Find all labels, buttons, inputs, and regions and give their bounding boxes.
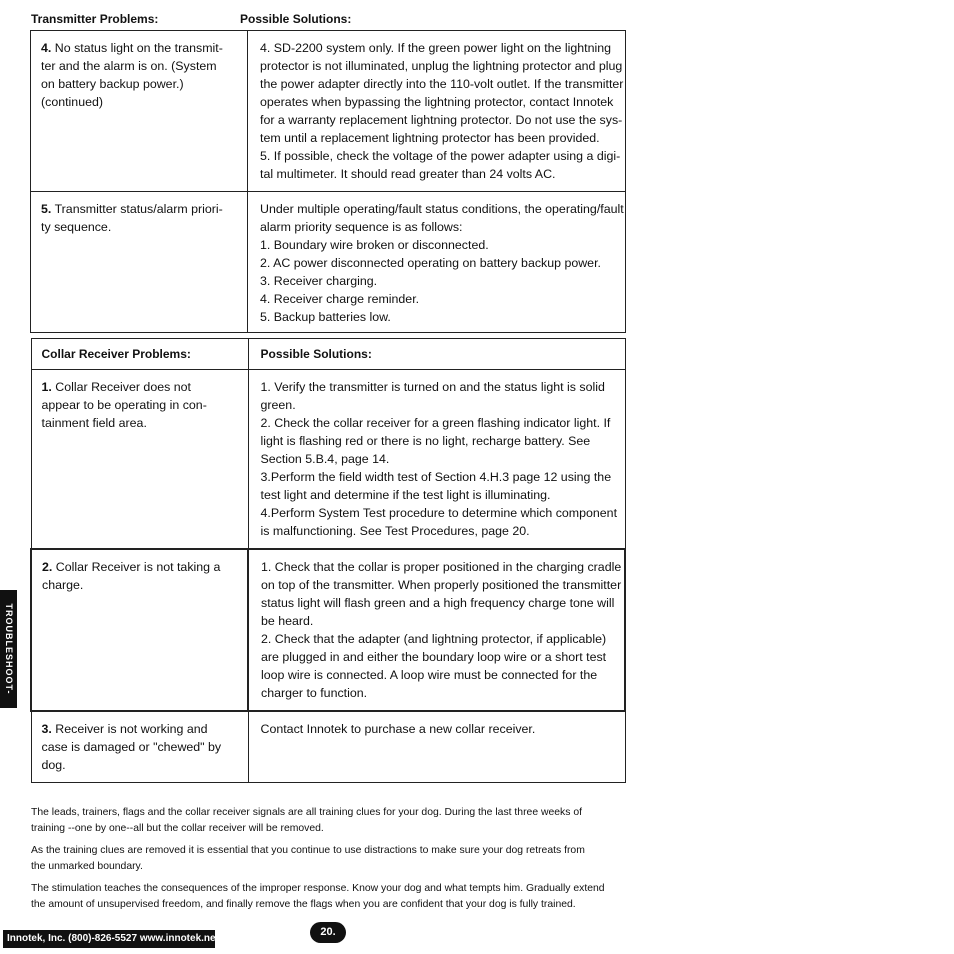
solution-cell: [248, 370, 625, 550]
collar-problems-header: [31, 339, 248, 370]
solution-cell: [248, 711, 625, 783]
problem-line: (continued): [41, 95, 103, 109]
problem-cell: [31, 370, 248, 550]
problem-line: No status light on the transmit-: [54, 41, 223, 55]
solution-line: 2. Check that the adapter (and lightning protector, if applicable): [261, 632, 607, 646]
problem-text: [42, 378, 240, 396]
solution-line: 5. Backup batteries low.: [260, 310, 391, 324]
problem-line: case is damaged or "chewed" by: [41, 740, 222, 754]
solution-line: test light and determine if the test light is illuminating.: [260, 488, 551, 502]
paragraph-line: training --one by one--all but the collar receiver will be removed.: [31, 823, 324, 834]
solution-cell: [248, 192, 626, 333]
problem-number: 5.: [41, 202, 52, 216]
problem-number: 4.: [41, 41, 52, 55]
problem-line: on battery backup power.): [41, 77, 184, 91]
paragraph-line: the amount of unsupervised freedom, and finally remove the flags when you are confident that your dog is fully trained.: [31, 899, 576, 910]
table-header-row: [31, 339, 625, 370]
problem-cell: [31, 192, 248, 333]
problem-text: [41, 200, 239, 218]
problem-line: Receiver is not working and: [55, 722, 208, 736]
problem-line: Transmitter status/alarm priori-: [54, 202, 223, 216]
table-row: [31, 31, 626, 192]
solution-line: 2. Check the collar receiver for a green flashing indicator light. If: [260, 416, 611, 430]
section-side-tab-label: TROUBLESHOOT-: [3, 603, 14, 695]
paragraph-line: the unmarked boundary.: [31, 861, 143, 872]
problem-line: charge.: [42, 578, 84, 592]
section-side-tab: [0, 590, 17, 708]
training-paragraph: [31, 881, 625, 913]
transmitter-solutions-header: Possible Solutions:: [240, 12, 352, 26]
collar-receiver-problems-table: [30, 338, 626, 783]
solution-line: charger to function.: [261, 686, 368, 700]
problem-line: Collar Receiver does not: [55, 380, 191, 394]
solution-line: is malfunctioning. See Test Procedures, page 20.: [260, 524, 530, 538]
problem-text: [42, 720, 240, 738]
solution-line: 3. Receiver charging.: [260, 274, 378, 288]
solution-line: 2. AC power disconnected operating on battery backup power.: [260, 256, 601, 270]
training-paragraph: [31, 805, 625, 837]
solution-line: 1. Boundary wire broken or disconnected.: [260, 238, 489, 252]
solution-line: loop wire is connected. A loop wire must be connected for the: [261, 668, 598, 682]
problem-line: Collar Receiver is not taking a: [55, 560, 221, 574]
solution-cell: [248, 549, 625, 711]
problem-line: ter and the alarm is on. (System: [41, 59, 217, 73]
solution-line: 5. If possible, check the voltage of the power adapter using a digi-: [260, 149, 621, 163]
solution-line: 4. SD-2200 system only. If the green power light on the lightning: [260, 41, 612, 55]
solution-line: tal multimeter. It should read greater than 24 volts AC.: [260, 167, 556, 181]
paragraph-line: As the training clues are removed it is essential that you continue to use distractions to make sure your dog retreats from: [31, 845, 585, 856]
problem-cell: [31, 711, 248, 783]
problem-number: 2.: [42, 560, 53, 574]
problem-line: ty sequence.: [41, 220, 112, 234]
paragraph-line: The stimulation teaches the consequences of the improper response. Know your dog and what tempts him. Gradually extend: [31, 883, 605, 894]
solution-line: 4. Receiver charge reminder.: [260, 292, 420, 306]
training-paragraph: [31, 843, 625, 875]
collar-solutions-header-label: Possible Solutions:: [260, 347, 372, 361]
solution-line: tem until a replacement lightning protector has been provided.: [260, 131, 600, 145]
solution-line: for a warranty replacement lightning protector. Do not use the sys-: [260, 113, 623, 127]
transmitter-problems-header: Transmitter Problems:: [31, 12, 159, 26]
solution-line: be heard.: [261, 614, 314, 628]
solution-line: the power adapter directly into the 110-volt outlet. If the transmitter: [260, 77, 624, 91]
problem-line: dog.: [41, 758, 66, 772]
solution-line: Contact Innotek to purchase a new collar receiver.: [260, 722, 536, 736]
solution-line: 1. Check that the collar is proper positioned in the charging cradle: [261, 560, 622, 574]
solution-line: 1. Verify the transmitter is turned on and the status light is solid: [260, 380, 605, 394]
table-row: [31, 370, 625, 550]
footer-contact: Innotek, Inc. (800)-826-5527 www.innotek.net: [3, 930, 215, 948]
solution-line: alarm priority sequence is as follows:: [260, 220, 463, 234]
solution-line: protector is not illuminated, unplug the lightning protector and plug: [260, 59, 623, 73]
solution-line: 3.Perform the field width test of Section 4.H.3 page 12 using the: [260, 470, 612, 484]
solution-line: 4.Perform System Test procedure to determine which component: [260, 506, 618, 520]
solution-cell: [248, 31, 626, 192]
table-row: [31, 192, 626, 333]
solution-line: Section 5.B.4, page 14.: [260, 452, 390, 466]
solution-line: status light will flash green and a high frequency charge tone will: [261, 596, 615, 610]
problem-cell: [31, 549, 248, 711]
solution-line: Under multiple operating/fault status conditions, the operating/fault: [260, 202, 624, 216]
solution-line: operates when bypassing the lightning protector, contact Innotek: [260, 95, 614, 109]
problem-text: [42, 558, 239, 576]
solution-line: green.: [260, 398, 296, 412]
collar-solutions-header: [248, 339, 625, 370]
paragraph-line: The leads, trainers, flags and the collar receiver signals are all training clues for your dog. During the last three weeks of: [31, 807, 582, 818]
collar-problems-header-label: Collar Receiver Problems:: [41, 347, 191, 361]
problem-cell: [31, 31, 248, 192]
page-number: 20.: [310, 922, 346, 943]
solution-line: are plugged in and either the boundary loop wire or a short test: [261, 650, 607, 664]
solution-line: on top of the transmitter. When properly positioned the transmitter: [261, 578, 622, 592]
transmitter-problems-table: [30, 30, 626, 333]
problem-number: 1.: [41, 380, 52, 394]
table-row: [31, 549, 625, 711]
solution-line: light is flashing red or there is no light, recharge battery. See: [260, 434, 591, 448]
table-row: [31, 711, 625, 783]
problem-line: appear to be operating in con-: [41, 398, 207, 412]
problem-line: tainment field area.: [41, 416, 147, 430]
problem-text: [41, 39, 239, 57]
problem-number: 3.: [41, 722, 52, 736]
